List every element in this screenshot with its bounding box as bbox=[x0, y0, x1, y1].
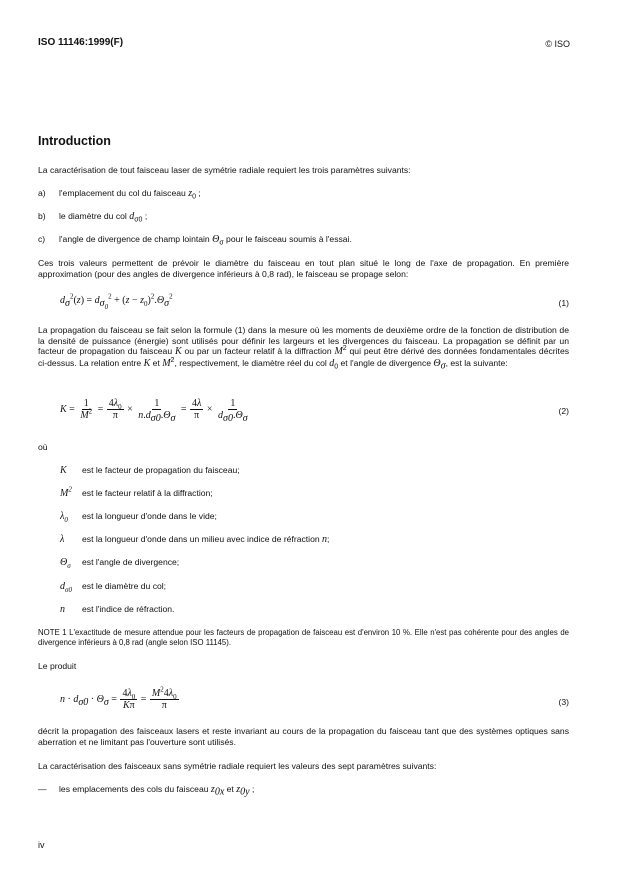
intro-paragraph: La caractérisation de tout faisceau laser de symétrie radiale requiert les trois paramètres suivants: bbox=[38, 165, 411, 175]
definition-symbol: K bbox=[60, 465, 67, 476]
definition-k: K est le facteur de propagation du faisceau; bbox=[60, 465, 240, 476]
definition-symbol: $d_{\sigma 0}$ bbox=[60, 581, 72, 594]
paragraph-3: décrit la propagation des faisceaux lasers et reste invariant au cours de la propagation du faisceau tant que des systèmes optiques sans aberration et ne limitant pas l'ouverture sont utilisés. bbox=[38, 726, 569, 747]
section-title: Introduction bbox=[38, 134, 111, 148]
list-text: le diamètre du col bbox=[59, 211, 127, 221]
definition-d: $d_{\sigma 0}$ est le diamètre du col; bbox=[60, 581, 167, 594]
definition-symbol: n bbox=[60, 604, 65, 615]
ou-label: où bbox=[38, 442, 48, 452]
equation-1-number: (1) bbox=[558, 298, 569, 308]
math-symbol: z bbox=[188, 188, 193, 199]
equation-2: K = $\frac{1}{M^2}$ = $\frac{4\lambda_0}{\pi}$ × $\frac{1}{n.d_{\sigma 0}.\Theta_\sigma}$ = $\frac{4\lambda}{\pi}$ × $\frac{1}{d_{\sigma 0}.\Theta_\sigma}$ bbox=[60, 398, 248, 424]
list-label: b) bbox=[38, 211, 46, 221]
list-label: a) bbox=[38, 188, 46, 198]
math-subscript: σ bbox=[219, 239, 224, 247]
definition-lambda0: $\lambda_0$ est la longueur d'onde dans le vide; bbox=[60, 511, 217, 524]
list-tail: ; bbox=[142, 211, 148, 221]
list-label: c) bbox=[38, 234, 46, 244]
math-symbol: Θ bbox=[212, 234, 220, 245]
definition-lambda: λ est la longueur d'onde dans un milieu avec indice de réfraction n; bbox=[60, 534, 330, 545]
le-produit-label: Le produit bbox=[38, 661, 77, 671]
definition-theta: $\Theta_\sigma$ est l'angle de divergence; bbox=[60, 557, 180, 570]
header-doc-id: ISO 11146:1999(F) bbox=[38, 37, 124, 48]
list-item-b bbox=[38, 211, 147, 223]
page-number: iv bbox=[38, 840, 45, 850]
list-item-a bbox=[38, 188, 201, 200]
paragraph-1: Ces trois valeurs permettent de prévoir le diamètre du faisceau en tout plan situé le long de l'axe de propagation. En première approximation (pour des angles de divergence inférieurs à 0,8 rad), le faisceau se propage selon: bbox=[38, 258, 569, 279]
math-symbol: d bbox=[129, 211, 135, 222]
list-text: l'emplacement du col du faisceau bbox=[59, 188, 186, 198]
list-tail: ; bbox=[196, 188, 201, 198]
equation-3-number: (3) bbox=[558, 697, 569, 707]
dash-list-item: — les emplacements des cols du faisceau $z_{0x}$ et $z_{0y}$ ; bbox=[38, 784, 255, 798]
definition-symbol: $M^2$ bbox=[60, 485, 72, 499]
definition-symbol: $\lambda_0$ bbox=[60, 511, 68, 524]
definition-symbol: λ bbox=[60, 534, 65, 545]
list-tail: pour le faisceau soumis à l'essai. bbox=[223, 234, 352, 244]
math-subscript: 0 bbox=[192, 193, 197, 201]
paragraph-2: La propagation du faisceau se fait selon la formule (1) dans la mesure où les moments de deuxième ordre de la fonction de distribution de la densité de puissance (énergie) sont utilisés pour définir les largeurs et les divergences du faisceau. La propagation se définit par un facteur de propagation du faisceau K ou par un facteur relatif à la diffraction $M^2$ qui peut être dérivé des données fondamentales décrites ci-dessus. La relation entre K et $M^2$, respectivement, le diamètre réel du col $d_0$ et l'angle de divergence $\Theta_\sigma$, est la suivante: bbox=[38, 325, 570, 372]
list-item-c bbox=[38, 234, 352, 246]
equation-2-number: (2) bbox=[558, 406, 569, 416]
paragraph-4: La caractérisation des faisceaux sans symétrie radiale requiert les valeurs des sept paramètres suivants: bbox=[38, 761, 437, 771]
equation-3: $n \cdot d_{\sigma 0} \cdot \Theta_\sigma$ = $\frac{4\lambda_0}{K\pi}$ = $\frac{M^24\lambda_0}{\pi}$ bbox=[60, 685, 177, 711]
math-subscript: σ0 bbox=[134, 216, 143, 224]
note-1: NOTE 1 L'exactitude de mesure attendue pour les facteurs de propagation de faisceau est d'environ 10 %. Elle n'est pas cohérente pour des angles de divergence inférieurs à 0,8 rad (angle selon ISO 11145). bbox=[38, 628, 569, 647]
dash-symbol: — bbox=[38, 784, 47, 794]
definition-n: n est l'indice de réfraction. bbox=[60, 604, 175, 615]
list-text: l'angle de divergence de champ lointain bbox=[59, 234, 210, 244]
definition-symbol: $\Theta_\sigma$ bbox=[60, 557, 71, 570]
header-copyright: © ISO bbox=[545, 39, 570, 49]
definition-m2: $M^2$ est le facteur relatif à la diffraction; bbox=[60, 485, 213, 499]
equation-1: $d_\sigma^2(z) = d_{\sigma_0}^2 + (z - z_0)^2.\Theta_\sigma^2$ bbox=[60, 292, 173, 311]
